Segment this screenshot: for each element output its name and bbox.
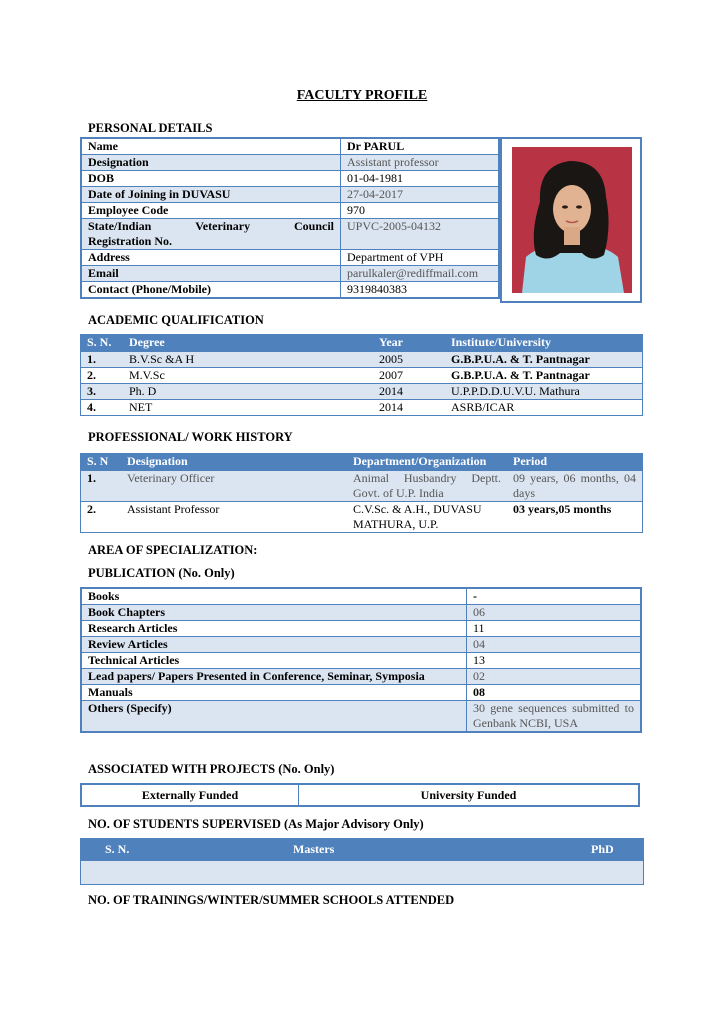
table-row	[81, 669, 641, 685]
dob-value: 01-04-1981	[341, 171, 500, 187]
publication-label: Books	[81, 588, 467, 605]
section-trainings: NO. OF TRAININGS/WINTER/SUMMER SCHOOLS ATTENDED	[88, 893, 455, 907]
table-row	[81, 219, 499, 250]
column-header: Year	[373, 334, 445, 352]
cell: Assistant Professor	[121, 502, 347, 533]
cell: Ph. D	[123, 384, 373, 400]
externally-funded-cell: Externally Funded	[81, 784, 299, 806]
name-label: Name	[81, 138, 341, 155]
column-header: S. N.	[81, 838, 222, 861]
table-header-row	[81, 334, 643, 352]
table-row	[81, 861, 644, 885]
column-header: PhD	[539, 838, 644, 861]
column-header: Institute/University	[445, 334, 643, 352]
table-row	[81, 588, 641, 605]
cell: ASRB/ICAR	[445, 400, 643, 416]
publication-label: Review Articles	[81, 637, 467, 653]
table-row	[81, 701, 641, 733]
section-specialization: AREA OF SPECIALIZATION:	[88, 543, 258, 557]
table-row	[81, 502, 643, 533]
page-title: FACULTY PROFILE	[296, 88, 428, 103]
section-work-history: PROFESSIONAL/ WORK HISTORY	[88, 430, 293, 444]
cell: 2014	[373, 400, 445, 416]
column-header: Period	[507, 453, 643, 471]
table-row	[81, 203, 499, 219]
cell: 2005	[373, 352, 445, 368]
registration-label-part: State/Indian	[88, 219, 152, 233]
cell: 03 years,05 months	[507, 502, 643, 533]
registration-label	[81, 219, 341, 250]
table-header-row	[81, 453, 643, 471]
table-row	[81, 368, 643, 384]
table-row	[81, 685, 641, 701]
table-row	[81, 266, 499, 282]
table-row	[81, 171, 499, 187]
publication-table	[80, 587, 642, 733]
cell: Animal Husbandry Deptt. Govt. of U.P. India	[347, 471, 507, 502]
cell	[221, 861, 539, 885]
section-publication: PUBLICATION (No. Only)	[88, 566, 235, 580]
contact-label: Contact (Phone/Mobile)	[81, 282, 341, 299]
table-row	[81, 138, 499, 155]
cell	[539, 861, 644, 885]
table-row	[81, 352, 643, 368]
cell: G.B.P.U.A. & T. Pantnagar	[445, 368, 643, 384]
table-row	[81, 637, 641, 653]
email-label: Email	[81, 266, 341, 282]
cell: M.V.Sc	[123, 368, 373, 384]
dob-label: DOB	[81, 171, 341, 187]
work-history-table	[80, 453, 643, 533]
contact-value: 9319840383	[341, 282, 500, 299]
publication-value: 02	[467, 669, 642, 685]
designation-label: Designation	[81, 155, 341, 171]
table-row	[81, 471, 643, 502]
cell: 2.	[81, 368, 124, 384]
column-header: S. N	[81, 453, 122, 471]
profile-photo-frame	[500, 137, 642, 303]
employee-code-value: 970	[341, 203, 500, 219]
publication-value: 13	[467, 653, 642, 669]
column-header: Degree	[123, 334, 373, 352]
profile-photo	[512, 147, 632, 293]
table-row	[81, 155, 499, 171]
table-row	[81, 784, 639, 806]
section-academic: ACADEMIC QUALIFICATION	[88, 313, 264, 327]
cell: 2007	[373, 368, 445, 384]
registration-label-part: Council	[293, 219, 334, 233]
table-row	[81, 250, 499, 266]
cell: U.P.P.D.D.U.V.U. Mathura	[445, 384, 643, 400]
section-students: NO. OF STUDENTS SUPERVISED (As Major Advisory Only)	[88, 817, 424, 831]
cell: 2014	[373, 384, 445, 400]
registration-label-part: Veterinary	[195, 219, 251, 233]
name-value: Dr PARUL	[341, 138, 500, 155]
address-value: Department of VPH	[341, 250, 500, 266]
table-header-row	[81, 838, 644, 861]
university-funded-cell: University Funded	[299, 784, 640, 806]
cell: G.B.P.U.A. & T. Pantnagar	[445, 352, 643, 368]
table-row	[81, 400, 643, 416]
publication-value: 11	[467, 621, 642, 637]
joining-value: 27-04-2017	[341, 187, 500, 203]
address-label: Address	[81, 250, 341, 266]
publication-value: 08	[467, 685, 642, 701]
publication-label: Book Chapters	[81, 605, 467, 621]
publication-value: -	[467, 588, 642, 605]
registration-value: UPVC-2005-04132	[341, 219, 500, 250]
cell: 1.	[81, 352, 124, 368]
section-projects: ASSOCIATED WITH PROJECTS (No. Only)	[88, 762, 335, 776]
table-row	[81, 384, 643, 400]
employee-code-label: Employee Code	[81, 203, 341, 219]
cell: B.V.Sc &A H	[123, 352, 373, 368]
cell: 09 years, 06 months, 04 days	[507, 471, 643, 502]
publication-label: Lead papers/ Papers Presented in Conference, Seminar, Symposia	[81, 669, 467, 685]
designation-value: Assistant professor	[341, 155, 500, 171]
publication-label: Others (Specify)	[81, 701, 467, 733]
joining-label: Date of Joining in DUVASU	[81, 187, 341, 203]
column-header: Designation	[121, 453, 347, 471]
table-row	[81, 282, 499, 299]
projects-table	[80, 783, 640, 807]
cell	[81, 861, 222, 885]
table-row	[81, 187, 499, 203]
column-header: Department/Organization	[347, 453, 507, 471]
publication-label: Research Articles	[81, 621, 467, 637]
publication-value: 30 gene sequences submitted to Genbank NCBI, USA	[467, 701, 642, 733]
cell: 2.	[81, 502, 122, 533]
table-row	[81, 621, 641, 637]
cell: 1.	[81, 471, 122, 502]
cell: NET	[123, 400, 373, 416]
students-table	[80, 838, 644, 885]
column-header: Masters	[221, 838, 539, 861]
email-value: parulkaler@rediffmail.com	[341, 266, 500, 282]
cell: C.V.Sc. & A.H., DUVASU MATHURA, U.P.	[347, 502, 507, 533]
column-header: S. N.	[81, 334, 124, 352]
cell: 4.	[81, 400, 124, 416]
table-row	[81, 605, 641, 621]
cell: Veterinary Officer	[121, 471, 347, 502]
publication-label: Manuals	[81, 685, 467, 701]
table-row	[81, 653, 641, 669]
publication-value: 04	[467, 637, 642, 653]
publication-label: Technical Articles	[81, 653, 467, 669]
cell: 3.	[81, 384, 124, 400]
personal-details-table	[80, 137, 500, 299]
section-personal-details: PERSONAL DETAILS	[88, 121, 213, 135]
registration-label-part: Registration No.	[88, 234, 172, 248]
academic-table	[80, 334, 643, 416]
publication-value: 06	[467, 605, 642, 621]
